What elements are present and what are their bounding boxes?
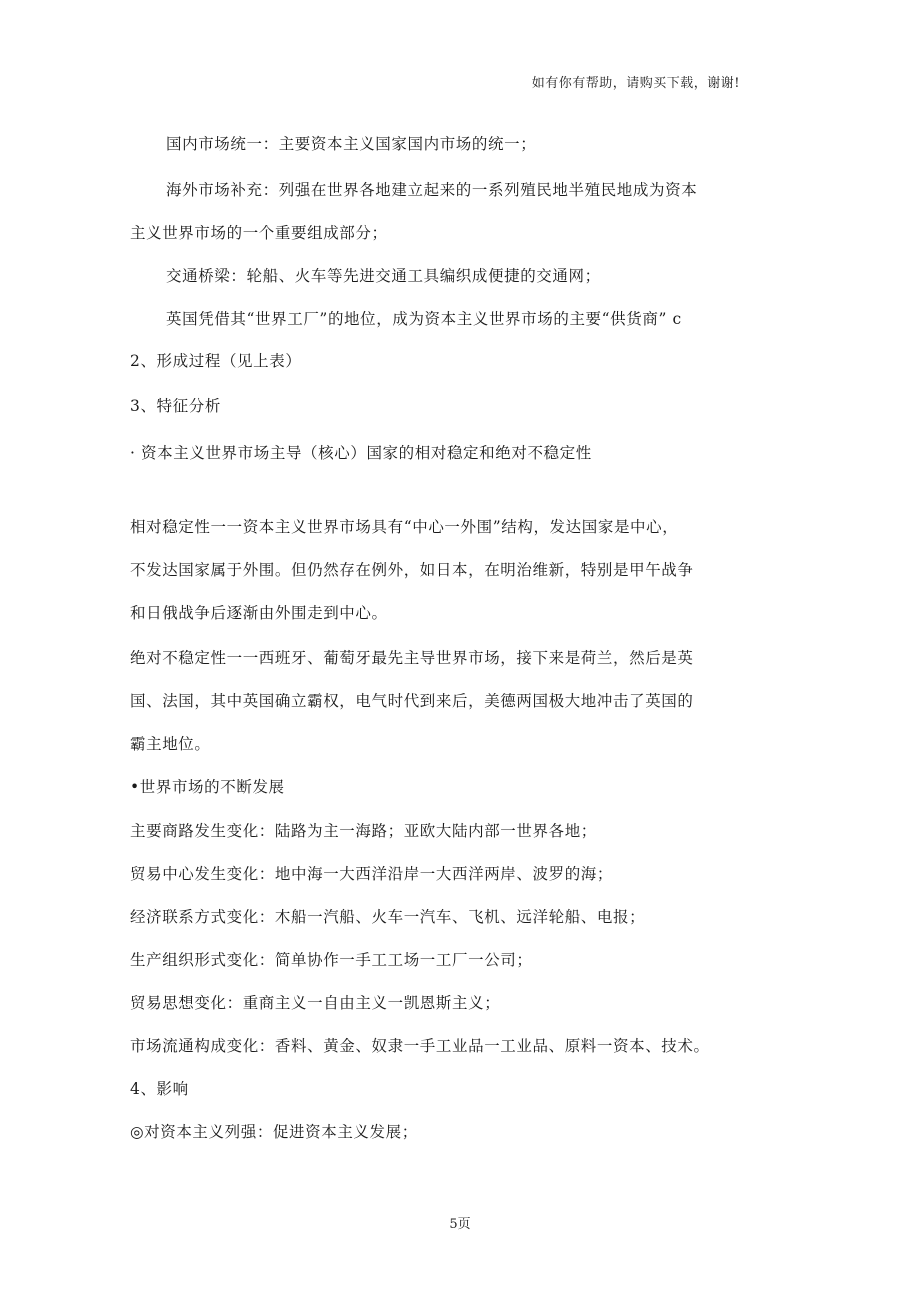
paragraph-line: 绝对不稳定性一一西班牙、葡萄牙最先主导世界市场，接下来是荷兰，然后是英 [130,649,694,667]
paragraph-line: 霸主地位。 [130,735,211,753]
paragraph-line: 市场流通构成变化：香料、黄金、奴隶一手工业品一工业品、原料一资本、技术。 [130,1037,710,1055]
paragraph-line: 相对稳定性一一资本主义世界市场具有“中心一外围”结构，发达国家是中心， [130,518,679,536]
bullet-heading: · 资本主义世界市场主导（核心）国家的相对稳定和绝对不稳定性 [130,444,592,462]
paragraph-line: 生产组织形式变化：简单协作一手工工场一工厂一公司； [130,951,533,969]
paragraph-line: 海外市场补充：列强在世界各地建立起来的一系列殖民地半殖民地成为资本 [166,181,698,199]
section-heading: 3、特征分析 [130,397,221,415]
paragraph-line: 主义世界市场的一个重要组成部分； [130,224,388,242]
header-note: 如有你有帮助，请购买下载，谢谢! [531,76,740,91]
paragraph-line: 贸易中心发生变化：地中海一大西洋沿岸一大西洋两岸、波罗的海； [130,865,614,883]
paragraph-line: 不发达国家属于外围。但仍然存在例外，如日本，在明治维新，特别是甲午战争 [130,561,694,579]
paragraph-line: 交通桥梁：轮船、火车等先进交通工具编织成便捷的交通网； [166,267,601,285]
paragraph-line: 国、法国，其中英国确立霸权，电气时代到来后，美德两国极大地冲击了英国的 [130,692,694,710]
paragraph-line: 国内市场统一：主要资本主义国家国内市场的统一； [166,135,537,153]
page-number: 5页 [449,1217,471,1232]
paragraph-line: 主要商路发生变化：陆路为主一海路；亚欧大陆内部一世界各地； [130,822,597,840]
paragraph-line: 和日俄战争后逐渐由外围走到中心。 [130,604,388,622]
bullet-heading: •世界市场的不断发展 [130,778,285,796]
section-heading: 2、形成过程（见上表） [130,352,302,370]
paragraph-line: 贸易思想变化：重商主义一自由主义一凯恩斯主义； [130,994,501,1012]
section-heading: 4、影响 [130,1080,189,1098]
paragraph-line: 经济联系方式变化：木船一汽船、火车一汽车、飞机、远洋轮船、电报； [130,908,646,926]
paragraph-line: 英国凭借其“世界工厂”的地位，成为资本主义世界市场的主要“供货商” c [166,310,682,328]
paragraph-line: ◎对资本主义列强：促进资本主义发展； [130,1123,418,1141]
